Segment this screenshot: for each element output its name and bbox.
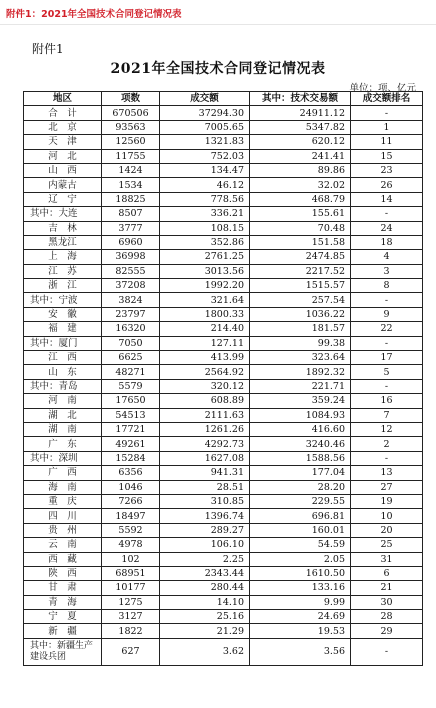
header-tech-amount: 其中：技术交易额 — [250, 92, 351, 106]
table-row — [24, 322, 423, 336]
attachment-label: 附件1 — [32, 42, 64, 56]
cell-count: 1424 — [102, 163, 160, 177]
cell-count: 1534 — [102, 178, 160, 192]
table-row — [24, 279, 423, 293]
cell-region: 新 疆 — [24, 624, 102, 638]
cell-count: 23797 — [102, 307, 160, 321]
cell-tech-amount: 323.64 — [250, 351, 351, 365]
table-row — [24, 250, 423, 264]
cell-count: 3127 — [102, 610, 160, 624]
cell-count: 1822 — [102, 624, 160, 638]
cell-region — [24, 638, 102, 665]
cell-rank: 16 — [351, 394, 423, 408]
cell-region: 其中：厦门 — [24, 336, 102, 350]
cell-rank: 11 — [351, 135, 423, 149]
cell-tech-amount: 70.48 — [250, 221, 351, 235]
table-row — [24, 178, 423, 192]
cell-tech-amount: 1036.22 — [250, 307, 351, 321]
cell-rank: 23 — [351, 163, 423, 177]
table-row — [24, 149, 423, 163]
cell-tech-amount: 257.54 — [250, 293, 351, 307]
cell-tech-amount: 416.60 — [250, 422, 351, 436]
cell-rank: 1 — [351, 120, 423, 134]
cell-amount: 28.51 — [160, 480, 250, 494]
cell-rank: 26 — [351, 178, 423, 192]
cell-tech-amount: 1515.57 — [250, 279, 351, 293]
cell-count: 17721 — [102, 422, 160, 436]
cell-region: 四 川 — [24, 509, 102, 523]
cell-count: 6356 — [102, 466, 160, 480]
table-row — [24, 408, 423, 422]
table-row — [24, 538, 423, 552]
table-row — [24, 595, 423, 609]
cell-amount: 3.62 — [160, 638, 250, 665]
table-row — [24, 379, 423, 393]
cell-tech-amount: 133.16 — [250, 581, 351, 595]
table-row — [24, 523, 423, 537]
cell-region: 上 海 — [24, 250, 102, 264]
table-row — [24, 336, 423, 350]
cell-tech-amount: 160.01 — [250, 523, 351, 537]
cell-amount: 106.10 — [160, 538, 250, 552]
cell-rank: 27 — [351, 480, 423, 494]
cell-amount: 1261.26 — [160, 422, 250, 436]
cell-rank: 22 — [351, 322, 423, 336]
cell-count: 68951 — [102, 566, 160, 580]
cell-count: 15284 — [102, 451, 160, 465]
cell-count: 7266 — [102, 494, 160, 508]
cell-count: 102 — [102, 552, 160, 566]
table-body — [24, 106, 423, 665]
cell-count: 36998 — [102, 250, 160, 264]
cell-amount: 25.16 — [160, 610, 250, 624]
cell-count: 6625 — [102, 351, 160, 365]
cell-count: 82555 — [102, 264, 160, 278]
cell-amount: 46.12 — [160, 178, 250, 192]
cell-tech-amount: 177.04 — [250, 466, 351, 480]
cell-rank: 19 — [351, 494, 423, 508]
table-row — [24, 480, 423, 494]
cell-tech-amount: 32.02 — [250, 178, 351, 192]
contract-registration-table — [23, 91, 423, 666]
cell-amount: 127.11 — [160, 336, 250, 350]
cell-amount: 37294.30 — [160, 106, 250, 120]
cell-rank: 25 — [351, 538, 423, 552]
cell-tech-amount: 1892.32 — [250, 365, 351, 379]
table-row — [24, 638, 423, 665]
cell-count: 7050 — [102, 336, 160, 350]
cell-count: 10177 — [102, 581, 160, 595]
cell-region: 山 西 — [24, 163, 102, 177]
cell-region: 西 藏 — [24, 552, 102, 566]
table-row — [24, 394, 423, 408]
cell-amount: 108.15 — [160, 221, 250, 235]
cell-rank: 3 — [351, 264, 423, 278]
cell-amount: 1800.33 — [160, 307, 250, 321]
cell-count: 37208 — [102, 279, 160, 293]
cell-tech-amount: 24.69 — [250, 610, 351, 624]
cell-region: 浙 江 — [24, 279, 102, 293]
cell-rank: 2 — [351, 437, 423, 451]
table-row — [24, 221, 423, 235]
cell-rank: 10 — [351, 509, 423, 523]
table-row — [24, 307, 423, 321]
cell-region: 北 京 — [24, 120, 102, 134]
cell-amount: 2564.92 — [160, 365, 250, 379]
cell-count: 6960 — [102, 235, 160, 249]
cell-amount: 214.40 — [160, 322, 250, 336]
cell-rank: 12 — [351, 422, 423, 436]
table-row — [24, 293, 423, 307]
header-region: 地区 — [24, 92, 102, 106]
table-row — [24, 552, 423, 566]
cell-amount: 752.03 — [160, 149, 250, 163]
cell-amount: 608.89 — [160, 394, 250, 408]
cell-tech-amount: 54.59 — [250, 538, 351, 552]
cell-tech-amount: 696.81 — [250, 509, 351, 523]
cell-tech-amount: 3.56 — [250, 638, 351, 665]
cell-amount: 2.25 — [160, 552, 250, 566]
cell-rank: 13 — [351, 466, 423, 480]
cell-count: 49261 — [102, 437, 160, 451]
cell-region: 辽 宁 — [24, 192, 102, 206]
cell-count: 4978 — [102, 538, 160, 552]
cell-region: 广 东 — [24, 437, 102, 451]
cell-tech-amount: 89.86 — [250, 163, 351, 177]
cell-region: 云 南 — [24, 538, 102, 552]
cell-rank: - — [351, 451, 423, 465]
table-header-row — [24, 92, 423, 106]
cell-tech-amount: 1588.56 — [250, 451, 351, 465]
table-row — [24, 351, 423, 365]
cell-count: 5592 — [102, 523, 160, 537]
cell-region: 陕 西 — [24, 566, 102, 580]
cell-region: 贵 州 — [24, 523, 102, 537]
cell-region: 河 南 — [24, 394, 102, 408]
cell-count: 48271 — [102, 365, 160, 379]
cell-rank: - — [351, 293, 423, 307]
cell-amount: 1321.83 — [160, 135, 250, 149]
table-row — [24, 264, 423, 278]
cell-region: 宁 夏 — [24, 610, 102, 624]
table-row — [24, 610, 423, 624]
cell-rank: 8 — [351, 279, 423, 293]
cell-region: 合 计 — [24, 106, 102, 120]
cell-region: 重 庆 — [24, 494, 102, 508]
table-row — [24, 509, 423, 523]
table-row — [24, 106, 423, 120]
cell-tech-amount: 229.55 — [250, 494, 351, 508]
cell-rank: 14 — [351, 192, 423, 206]
cell-count: 627 — [102, 638, 160, 665]
cell-region: 湖 北 — [24, 408, 102, 422]
cell-region: 海 南 — [24, 480, 102, 494]
cell-rank: 6 — [351, 566, 423, 580]
cell-count: 54513 — [102, 408, 160, 422]
table-row — [24, 566, 423, 580]
cell-amount: 3013.56 — [160, 264, 250, 278]
cell-region: 江 西 — [24, 351, 102, 365]
cell-rank: 31 — [351, 552, 423, 566]
cell-tech-amount: 1610.50 — [250, 566, 351, 580]
cell-region-text: 其中：新疆生产建设兵团 — [30, 640, 94, 662]
cell-amount: 941.31 — [160, 466, 250, 480]
header-amount: 成交额 — [160, 92, 250, 106]
cell-amount: 336.21 — [160, 207, 250, 221]
cell-count: 11755 — [102, 149, 160, 163]
cell-region: 河 北 — [24, 149, 102, 163]
cell-rank: 28 — [351, 610, 423, 624]
table-row — [24, 207, 423, 221]
cell-amount: 310.85 — [160, 494, 250, 508]
cell-rank: 9 — [351, 307, 423, 321]
table-row — [24, 163, 423, 177]
table-row — [24, 422, 423, 436]
cell-region: 青 海 — [24, 595, 102, 609]
cell-tech-amount: 620.12 — [250, 135, 351, 149]
cell-region: 山 东 — [24, 365, 102, 379]
unit-note: 单位：项、亿元 — [349, 83, 416, 94]
header-rank: 成交额排名 — [351, 92, 423, 106]
cell-rank: - — [351, 106, 423, 120]
cell-region: 江 苏 — [24, 264, 102, 278]
cell-region: 其中：宁波 — [24, 293, 102, 307]
cell-count: 12560 — [102, 135, 160, 149]
cell-rank: 21 — [351, 581, 423, 595]
table-row — [24, 437, 423, 451]
cell-tech-amount: 468.79 — [250, 192, 351, 206]
cell-region: 其中：深圳 — [24, 451, 102, 465]
attachment-link[interactable]: 附件1：2021年全国技术合同登记情况表 — [6, 9, 182, 20]
cell-amount: 321.64 — [160, 293, 250, 307]
cell-region: 广 西 — [24, 466, 102, 480]
cell-rank: 17 — [351, 351, 423, 365]
cell-rank: 29 — [351, 624, 423, 638]
cell-rank: 4 — [351, 250, 423, 264]
cell-count: 8507 — [102, 207, 160, 221]
cell-region: 福 建 — [24, 322, 102, 336]
cell-region: 湖 南 — [24, 422, 102, 436]
cell-tech-amount: 2.05 — [250, 552, 351, 566]
page-title: 2021年全国技术合同登记情况表 — [110, 61, 326, 77]
cell-rank: - — [351, 379, 423, 393]
cell-region: 天 津 — [24, 135, 102, 149]
cell-region: 甘 肃 — [24, 581, 102, 595]
cell-tech-amount: 181.57 — [250, 322, 351, 336]
cell-amount: 352.86 — [160, 235, 250, 249]
cell-tech-amount: 359.24 — [250, 394, 351, 408]
header-divider — [0, 24, 436, 25]
cell-count: 93563 — [102, 120, 160, 134]
cell-amount: 289.27 — [160, 523, 250, 537]
cell-rank: 7 — [351, 408, 423, 422]
cell-tech-amount: 2217.52 — [250, 264, 351, 278]
cell-rank: 5 — [351, 365, 423, 379]
cell-region: 吉 林 — [24, 221, 102, 235]
cell-rank: - — [351, 207, 423, 221]
cell-amount: 2111.63 — [160, 408, 250, 422]
cell-tech-amount: 151.58 — [250, 235, 351, 249]
cell-tech-amount: 9.99 — [250, 595, 351, 609]
cell-tech-amount: 241.41 — [250, 149, 351, 163]
cell-count: 17650 — [102, 394, 160, 408]
cell-tech-amount: 221.71 — [250, 379, 351, 393]
cell-rank: 30 — [351, 595, 423, 609]
cell-rank: 20 — [351, 523, 423, 537]
cell-amount: 413.99 — [160, 351, 250, 365]
cell-count: 18825 — [102, 192, 160, 206]
cell-count: 670506 — [102, 106, 160, 120]
cell-tech-amount: 155.61 — [250, 207, 351, 221]
cell-region: 黑龙江 — [24, 235, 102, 249]
cell-count: 1046 — [102, 480, 160, 494]
cell-amount: 320.12 — [160, 379, 250, 393]
cell-amount: 21.29 — [160, 624, 250, 638]
cell-tech-amount: 19.53 — [250, 624, 351, 638]
cell-rank: 24 — [351, 221, 423, 235]
cell-amount: 4292.73 — [160, 437, 250, 451]
cell-tech-amount: 28.20 — [250, 480, 351, 494]
cell-amount: 280.44 — [160, 581, 250, 595]
table-row — [24, 494, 423, 508]
cell-amount: 1992.20 — [160, 279, 250, 293]
table-row — [24, 581, 423, 595]
cell-region: 安 徽 — [24, 307, 102, 321]
table-row — [24, 192, 423, 206]
cell-rank: - — [351, 336, 423, 350]
cell-region: 其中：青岛 — [24, 379, 102, 393]
table-row — [24, 235, 423, 249]
header-count: 项数 — [102, 92, 160, 106]
cell-rank: 15 — [351, 149, 423, 163]
cell-count: 18497 — [102, 509, 160, 523]
cell-amount: 778.56 — [160, 192, 250, 206]
table-row — [24, 365, 423, 379]
cell-amount: 7005.65 — [160, 120, 250, 134]
table-row — [24, 451, 423, 465]
table-row — [24, 120, 423, 134]
cell-amount: 134.47 — [160, 163, 250, 177]
cell-count: 1275 — [102, 595, 160, 609]
table-row — [24, 135, 423, 149]
cell-tech-amount: 99.38 — [250, 336, 351, 350]
table-row — [24, 466, 423, 480]
cell-count: 3777 — [102, 221, 160, 235]
cell-tech-amount: 2474.85 — [250, 250, 351, 264]
cell-amount: 14.10 — [160, 595, 250, 609]
cell-amount: 1627.08 — [160, 451, 250, 465]
cell-rank: - — [351, 638, 423, 665]
cell-tech-amount: 1084.93 — [250, 408, 351, 422]
table-row — [24, 624, 423, 638]
cell-rank: 18 — [351, 235, 423, 249]
cell-region: 其中：大连 — [24, 207, 102, 221]
cell-amount: 2343.44 — [160, 566, 250, 580]
cell-amount: 1396.74 — [160, 509, 250, 523]
cell-count: 16320 — [102, 322, 160, 336]
cell-count: 3824 — [102, 293, 160, 307]
cell-amount: 2761.25 — [160, 250, 250, 264]
cell-count: 5579 — [102, 379, 160, 393]
cell-tech-amount: 5347.82 — [250, 120, 351, 134]
cell-tech-amount: 24911.12 — [250, 106, 351, 120]
cell-region: 内蒙古 — [24, 178, 102, 192]
cell-tech-amount: 3240.46 — [250, 437, 351, 451]
